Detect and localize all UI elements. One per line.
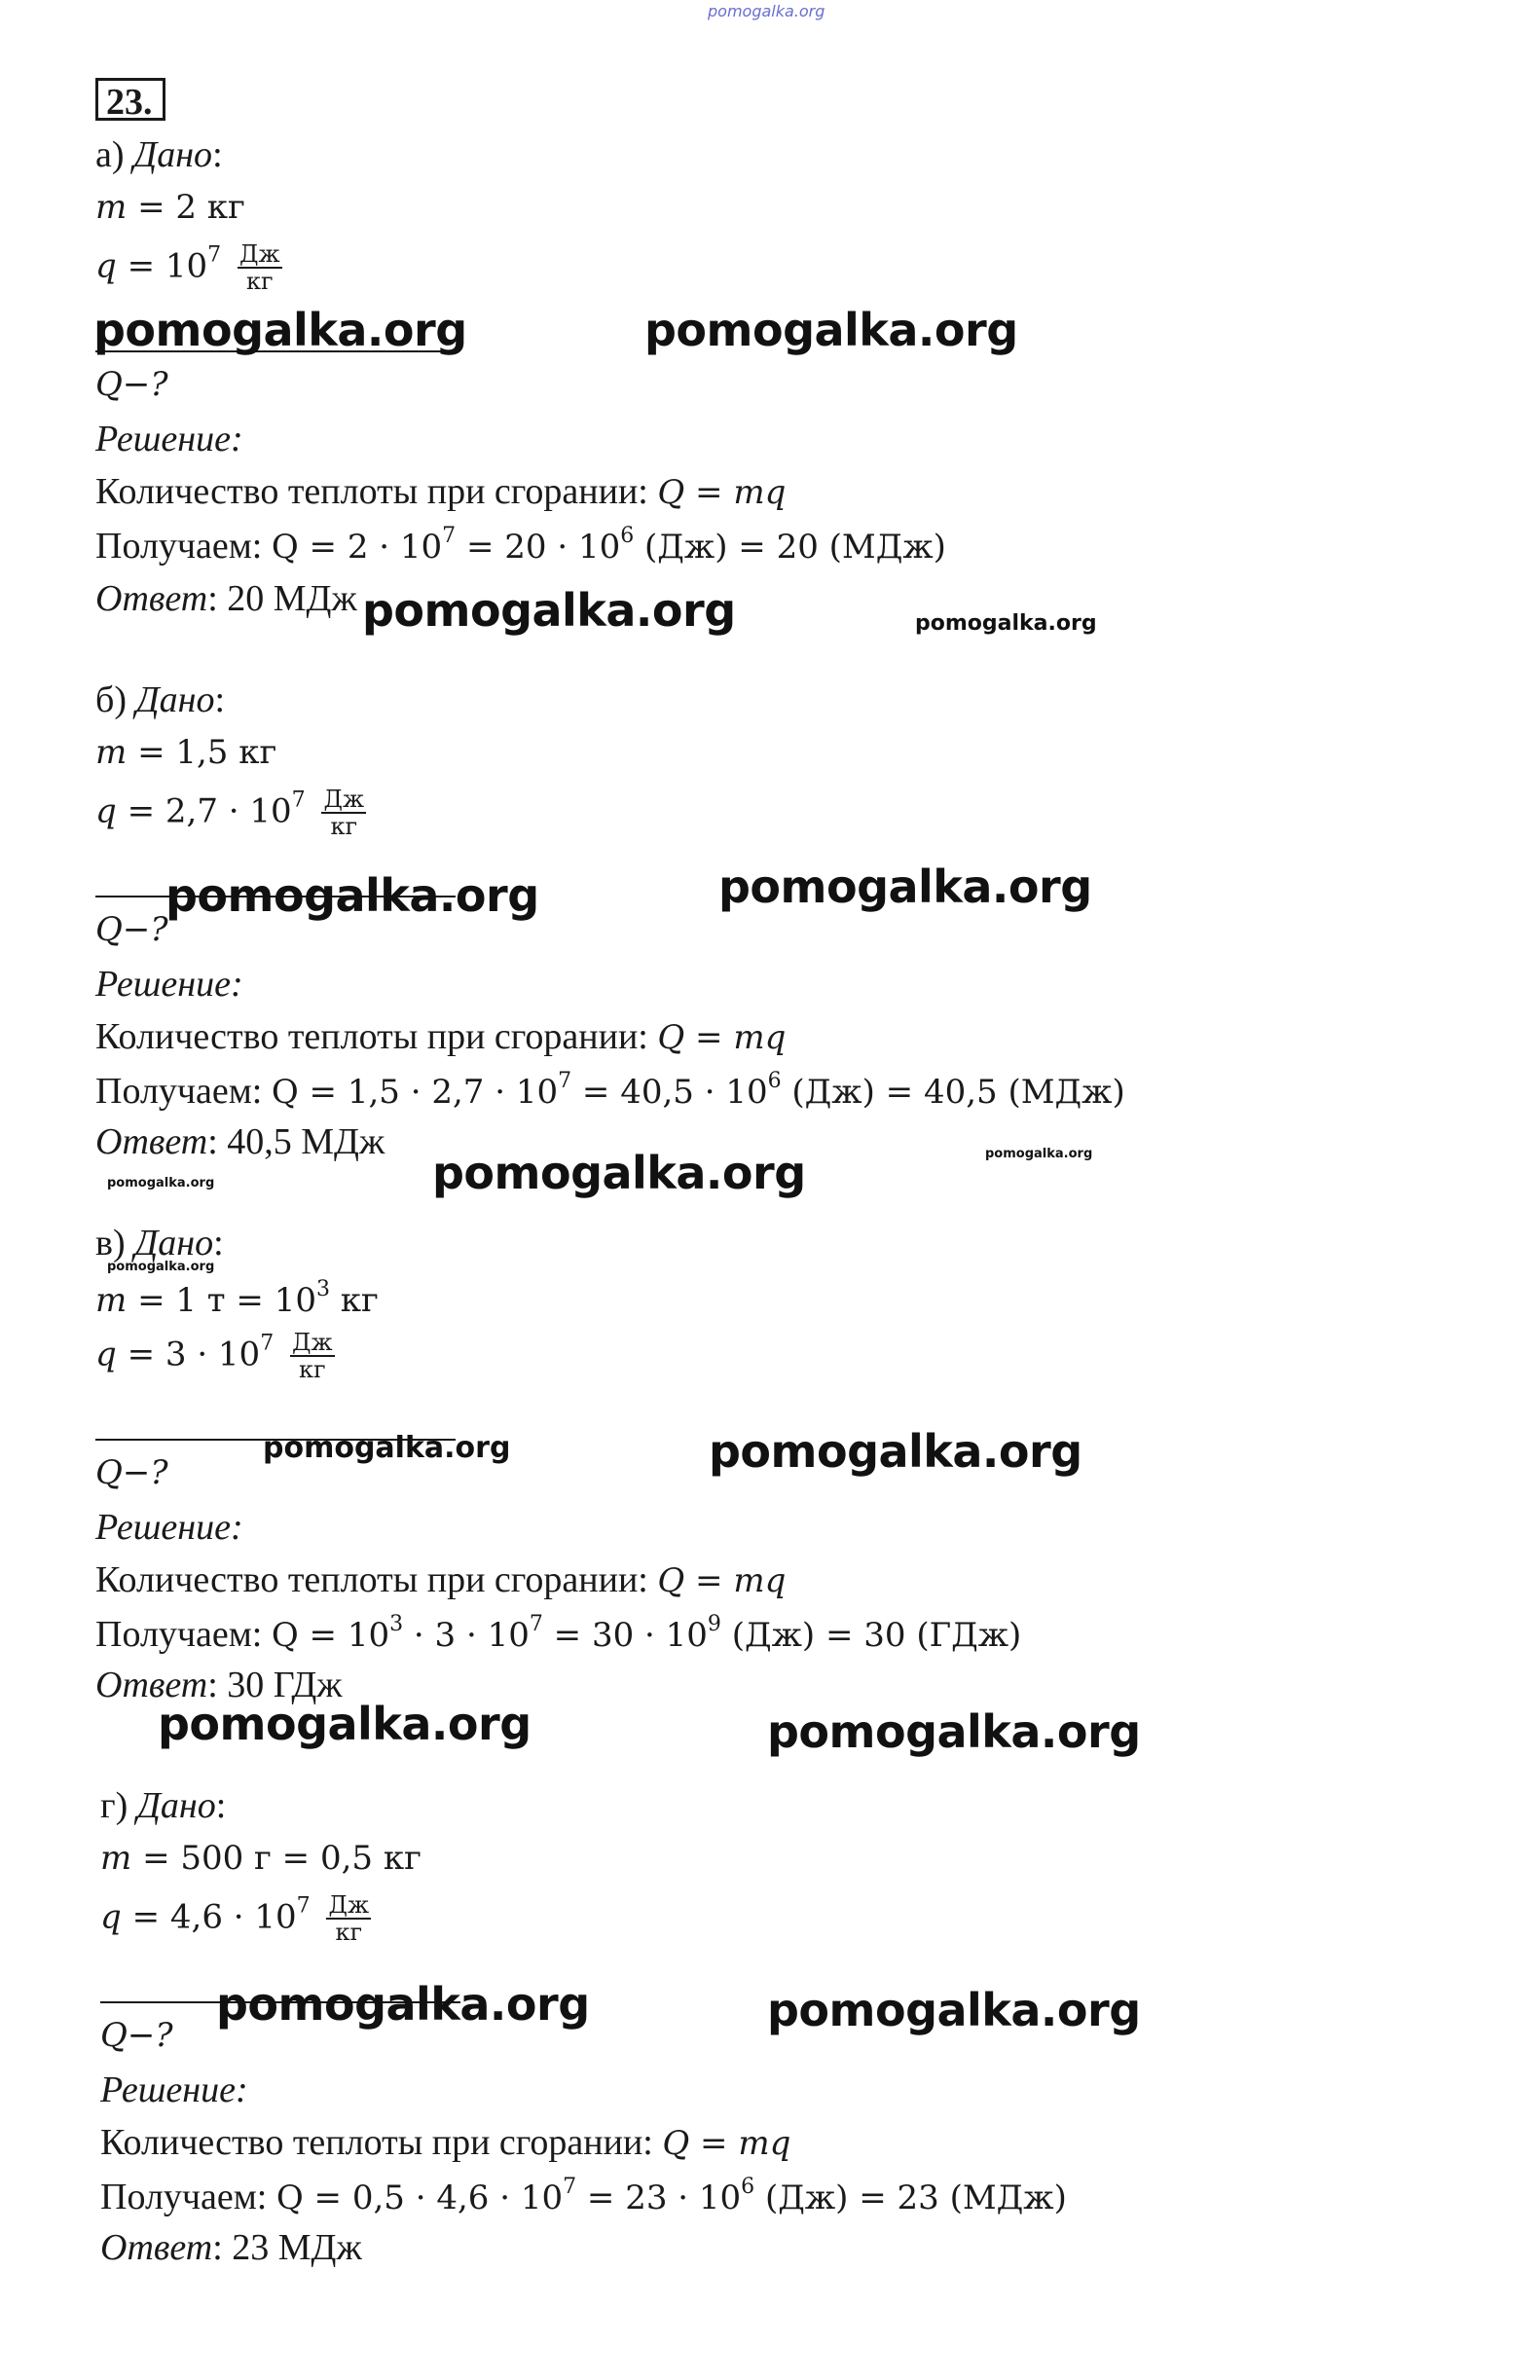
unit-fraction: $\frac{Дж}{кг}$ xyxy=(238,240,280,296)
watermark: pomogalka.org xyxy=(216,1978,590,2031)
part-c-calc: Получаем: $Q = 10^3 \cdot 3 \cdot 10^7 = 30 \cdot 10^9$ (Дж) = 30 (ГДж) xyxy=(95,1612,1022,1655)
watermark: pomogalka.org xyxy=(107,1176,215,1190)
part-b-calc: Получаем: $Q = 1,5 \cdot 2,7 \cdot 10^7 = 40,5 \cdot 10^6$ (Дж) = 40,5 (МДж) xyxy=(95,1069,1125,1112)
part-a-given: а) Дано: xyxy=(95,134,223,175)
part-b-find: Q−? xyxy=(95,910,168,949)
part-c-answer: Ответ: 30 ГДж xyxy=(95,1665,343,1705)
part-c-heat-value: $q = 3 \cdot 10^7$ $\frac{Дж}{кг}$ xyxy=(95,1329,333,1384)
part-d-heat-value: $q = 4,6 \cdot 10^7$ $\frac{Дж}{кг}$ xyxy=(100,1891,370,1947)
part-b-given: б) Дано: xyxy=(95,679,226,720)
part-a-formula: Количество теплоты при сгорании: Q = mq xyxy=(95,471,787,512)
unit-fraction: $\frac{Дж}{кг}$ xyxy=(292,1329,333,1384)
part-d-solution-label: Решение: xyxy=(100,2069,248,2110)
part-b-mass: m = 1,5 кг xyxy=(95,733,277,772)
part-b-answer: Ответ: 40,5 МДж xyxy=(95,1121,385,1162)
part-d-given: г) Дано: xyxy=(100,1785,227,1826)
part-d-calc: Получаем: $Q = 0,5 \cdot 4,6 \cdot 10^7 = 23 \cdot 10^6$ (Дж) = 23 (МДж) xyxy=(100,2175,1067,2217)
part-c-find: Q−? xyxy=(95,1453,168,1492)
watermark: pomogalka.org xyxy=(767,1705,1141,1758)
part-a-calc: Получаем: $Q = 2 \cdot 10^7 = 20 \cdot 10^6$ (Дж) = 20 (МДж) xyxy=(95,524,946,567)
watermark: pomogalka.org xyxy=(985,1147,1093,1161)
watermark: pomogalka.org xyxy=(158,1698,532,1750)
site-tag: pomogalka.org xyxy=(708,2,825,20)
watermark: pomogalka.org xyxy=(165,869,539,922)
watermark: pomogalka.org xyxy=(709,1425,1082,1478)
unit-fraction: $\frac{Дж}{кг}$ xyxy=(323,786,365,841)
watermark: pomogalka.org xyxy=(263,1431,511,1465)
part-c-formula: Количество теплоты при сгорании: Q = mq xyxy=(95,1559,787,1600)
part-a-answer: Ответ: 20 МДж xyxy=(95,578,357,619)
part-a-mass: m = 2 кг xyxy=(95,188,245,227)
watermark: pomogalka.org xyxy=(93,304,467,356)
part-d-mass: m = 500 г = 0,5 кг xyxy=(100,1839,422,1878)
part-b-formula: Количество теплоты при сгорании: Q = mq xyxy=(95,1016,787,1057)
part-d-answer: Ответ: 23 МДж xyxy=(100,2227,362,2268)
watermark: pomogalka.org xyxy=(432,1147,806,1199)
part-a-find: Q−? xyxy=(95,365,168,404)
watermark: pomogalka.org xyxy=(718,860,1092,913)
problem-number: 23. xyxy=(95,78,165,121)
part-d-formula: Количество теплоты при сгорании: Q = mq xyxy=(100,2122,791,2163)
part-b-solution-label: Решение: xyxy=(95,964,243,1005)
part-c-solution-label: Решение: xyxy=(95,1507,243,1548)
part-b-heat-value: $q = 2,7 \cdot 10^7$ $\frac{Дж}{кг}$ xyxy=(95,786,365,841)
part-d-find: Q−? xyxy=(100,2016,173,2055)
unit-fraction: $\frac{Дж}{кг}$ xyxy=(328,1891,370,1947)
watermark: pomogalka.org xyxy=(362,584,736,637)
watermark: pomogalka.org xyxy=(107,1260,215,1274)
watermark: pomogalka.org xyxy=(767,1984,1141,2036)
part-c-mass: m = 1 $т = 10^3$ кг xyxy=(95,1277,379,1320)
watermark: pomogalka.org xyxy=(915,611,1097,636)
part-c-given: в) Дано: xyxy=(95,1223,224,1263)
watermark: pomogalka.org xyxy=(644,304,1018,356)
part-a-solution-label: Решение: xyxy=(95,419,243,459)
part-a-heat-value: $q = 10^7$ $\frac{Дж}{кг}$ xyxy=(95,240,280,296)
